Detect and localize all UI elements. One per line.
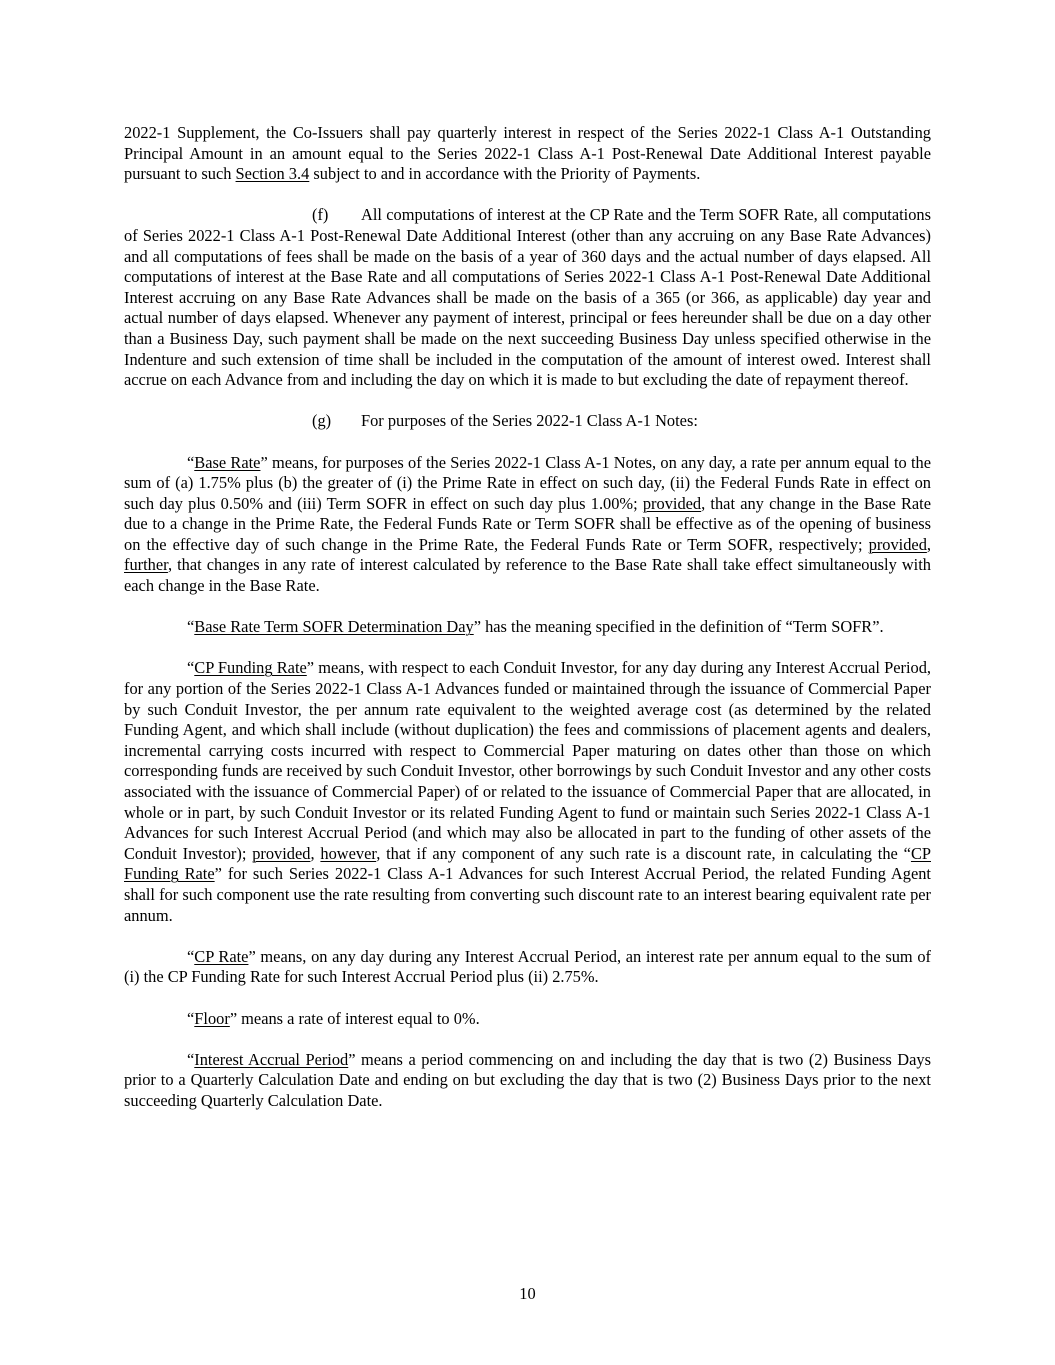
defined-term: CP Rate xyxy=(194,946,249,966)
paragraph-f xyxy=(124,205,931,390)
clause-text: All computations of interest at the CP Rate and the Term SOFR Rate, all computations of Series 2022-1 Class A-1 Post-Renewal Date Additional Interest (other than any accruing on any Base Rate Advances) and all computations of fees shall be made on the basis of a year of 360 days and the actual number of days elapsed. All computations of interest at the Base Rate and all computations of Series 2022-1 Class A-1 Post-Renewal Date Additional Interest accruing on any Base Rate Advances shall be made on the basis of a 365 (or 366, as applicable) day year and actual number of days elapsed. Whenever any payment of interest, principal or fees hereunder shall be due on a day other than a Business Day, such payment shall be made on the next succeeding Business Day unless specified otherwise in the Indenture and such extension of time shall be included in the computation of the amount of interest owed. Interest shall accrue on each Advance from and including the day on which it is made to but excluding the date of repayment thereof. xyxy=(124,205,931,390)
emphasis-term: CP Funding Rate xyxy=(124,843,931,884)
paragraph-continuation xyxy=(124,123,931,185)
definition-cp-rate: “CP Rate” means, on any day during any Interest Accrual Period, an interest rate per annum equal to the sum of (i) the CP Funding Rate for such Interest Accrual Period plus (ii) 2.75%. xyxy=(124,946,932,987)
emphasis-term: further xyxy=(124,555,168,575)
defined-term: Base Rate xyxy=(194,452,261,472)
text-run: 2022-1 Supplement, the Co-Issuers shall pay quarterly interest in respect of the Series 2022-1 Class A-1 Outstanding Principal Amount in an amount equal to the Series 2022-1 Class A-1 Post-Renewal Date Additional Interest payable pursuant to such xyxy=(124,123,931,184)
document-page xyxy=(124,123,931,1132)
emphasis-term: however xyxy=(320,843,377,863)
emphasis-term: provided xyxy=(868,534,927,554)
emphasis-term: provided xyxy=(642,493,702,513)
definition-interest-accrual-period: “Interest Accrual Period” means a period commencing on and including the day that is two (2) Business Days prior to a Quarterly Calculation Date and ending on but excluding the day that is two (2) Business Days prior to the next succeeding Quarterly Calculation Date. xyxy=(124,1049,931,1110)
definition-cp-funding-rate: “CP Funding Rate” means, with respect to each Conduit Investor, for any day during any Interest Accrual Period, for any portion of the Series 2022-1 Class A-1 Advances funded or maintained through the issuance of Commercial Paper by such Conduit Investor, the per annum rate equivalent to the weighted average cost (as determined by the related Funding Agent, and which shall include (without duplication) the fees and commissions of placement agents and dealers, incremental carrying costs incurred with respect to Commercial Paper maturing on dates other than those on which corresponding funds are received by such Conduit Investor, other borrowings by such Conduit Investor and any other costs associated with the issuance of Commercial Paper) of or related to the issuance of Commercial Paper that are allocated, in whole or in part, by such Conduit Investor or its related Funding Agent to fund or maintain such Series 2022-1 Class A-1 Advances for such Interest Accrual Period (and which may also be allocated in part to the funding of other assets of the Conduit Investor); provided, however, that if any component of any such rate is a discount rate, in calculating the “CP Funding Rate” for such Series 2022-1 Class A-1 Advances for such Interest Accrual Period, the related Funding Agent shall for such component use the rate resulting from converting such discount rate to an interest bearing equivalent rate per annum. xyxy=(124,658,931,925)
defined-term: Base Rate Term SOFR Determination Day xyxy=(194,617,474,637)
definition-base-rate: “Base Rate” means, for purposes of the Series 2022-1 Class A-1 Notes, on any day, a rate per annum equal to the sum of (a) 1.75% plus (b) the greater of (i) the Prime Rate in effect on such day, (ii) the Federal Funds Rate in effect on such day plus 0.50% and (iii) Term SOFR in effect on such day plus 1.00%; provided, that any change in the Base Rate due to a change in the Prime Rate, the Federal Funds Rate or Term SOFR shall be effective as of the opening of business on the effective day of such change in the Prime Rate, the Federal Funds Rate or Term SOFR, respectively; provided, further, that changes in any rate of interest calculated by reference to the Base Rate shall take effect simultaneously with each change in the Base Rate. xyxy=(124,452,932,596)
defined-term: Floor xyxy=(194,1008,230,1028)
clause-text: For purposes of the Series 2022-1 Class A-1 Notes: xyxy=(361,411,698,431)
defined-term: Interest Accrual Period xyxy=(194,1049,349,1069)
section-reference: Section 3.4 xyxy=(235,164,310,184)
definition-floor: “Floor” means a rate of interest equal to 0%. xyxy=(187,1008,480,1028)
paragraph-g xyxy=(124,411,931,432)
defined-term: CP Funding Rate xyxy=(194,658,307,678)
clause-label: (f) xyxy=(312,205,329,225)
page-number: 10 xyxy=(519,1284,536,1303)
definition-base-rate-term-sofr-determination-day: “Base Rate Term SOFR Determination Day” has the meaning specified in the definition of “Term SOFR”. xyxy=(187,617,884,637)
clause-label: (g) xyxy=(312,411,332,431)
text-run: subject to and in accordance with the Priority of Payments. xyxy=(309,164,701,184)
emphasis-term: provided xyxy=(252,843,311,863)
